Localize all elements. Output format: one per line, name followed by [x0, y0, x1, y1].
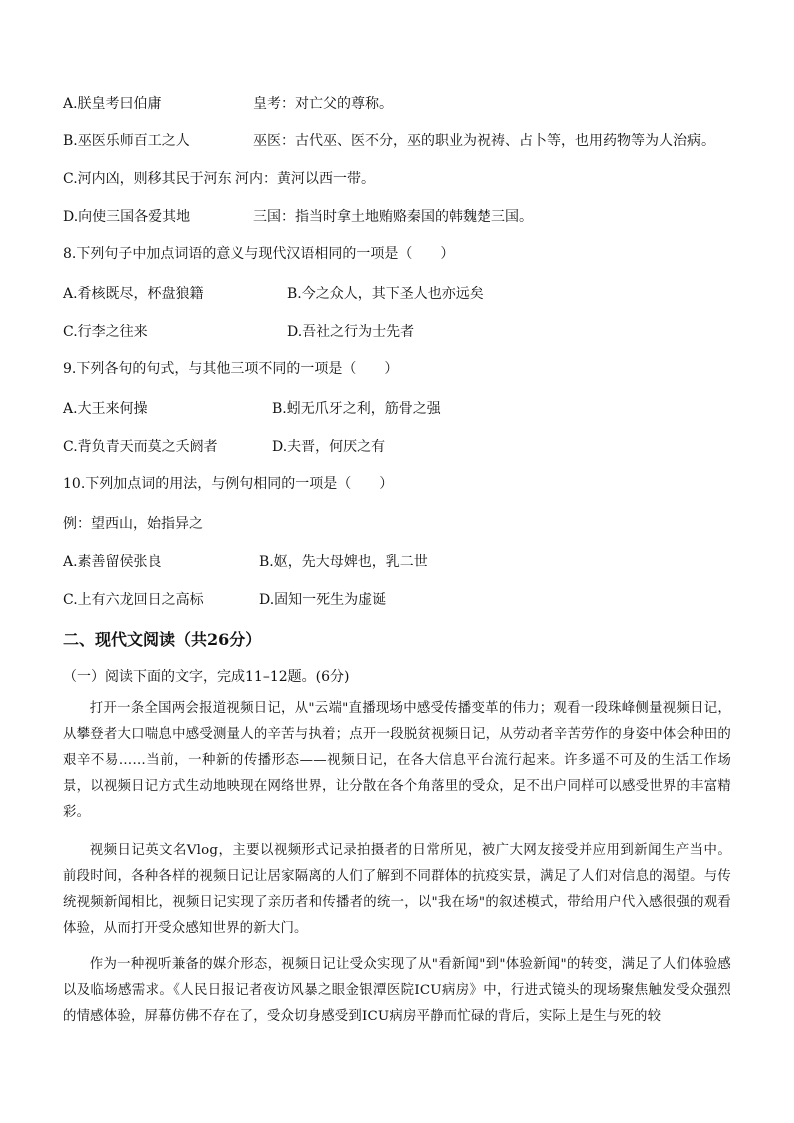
q7-option-c-note: 河内：黄河以西一带。 — [235, 171, 375, 187]
passage-paragraph-2: 视频日记英文名Vlog，主要以视频形式记录拍摄者的日常所见，被广大网友接受并应用到新闻生产当中。前段时间，各种各样的视频日记让居家隔离的人们了解到不同群体的抗疫实景，满足了人们对信息的渴望。与传统视频新闻相比，视频日记实现了亲历者和传播者的统一，以"我在场"的叙述模式，带给用户代入感很强的观看体验，从而打开受众感知世界的新大门。 — [63, 843, 731, 936]
q9-option-d: D.夫晋，何厌之有 — [272, 439, 386, 455]
passage-paragraph-1: 打开一条全国两会报道视频日记，从"云端"直播现场中感受传播变革的伟力；观看一段珠峰侧量视频日记，从攀登者大口喘息中感受测量人的辛苦与执着；点开一段脱贫视频日记，从劳动者辛苦劳作的身姿中体会种田的艰辛不易……当前，一种新的传播形态——视频日记，在各大信息平台流行起来。许多遥不可及的生活工作场景，以视频日记方式生动地映现在网络世界，让分散在各个角落里的受众，足不出户同样可以感受世界的丰富精彩。 — [63, 701, 731, 820]
q7-option-b: B.巫医乐师百工之人 — [63, 133, 190, 149]
q10-option-a: A.素善留侯张良 — [63, 554, 162, 570]
q10-example: 例：望西山，始指异之 — [63, 516, 203, 532]
q9-option-b: B.蚓无爪牙之利，筋骨之强 — [272, 401, 441, 417]
q8-option-c: C.行李之往来 — [63, 324, 148, 340]
q9-option-a: A.大王来何操 — [63, 401, 148, 417]
q7-option-a-note: 皇考：对亡父的尊称。 — [253, 96, 393, 112]
q10-option-c: C.上有六龙回日之高标 — [63, 592, 204, 608]
q8-option-a: A.肴核既尽，杯盘狼籍 — [63, 286, 204, 302]
q10-option-d: D.固知一死生为虚诞 — [259, 592, 387, 608]
q9-stem: 9.下列各句的句式，与其他三项不同的一项是（ ） — [63, 361, 399, 377]
q8-option-d: D.吾社之行为士先者 — [287, 324, 415, 340]
q7-option-c: C.河内凶，则移其民于河东 — [63, 171, 232, 187]
q8-option-b: B.今之众人，其下圣人也亦远矣 — [287, 286, 484, 302]
q10-stem: 10.下列加点词的用法，与例句相同的一项是（ ） — [63, 476, 394, 492]
q9-option-c: C.背负青天而莫之夭阏者 — [63, 439, 218, 455]
subsection-instruction: （一）阅读下面的文字，完成11–12题。(6分) — [63, 669, 350, 685]
q8-stem: 8.下列句子中加点词语的意义与现代汉语相同的一项是（ ） — [63, 246, 455, 262]
q7-option-a: A.朕皇考曰伯庸 — [63, 96, 162, 112]
passage-paragraph-3: 作为一种视听兼备的媒介形态，视频日记让受众实现了从"看新闻"到"体验新闻"的转变，满足了人们体验感以及临场感需求。《人民日报记者夜访风暴之眼金银潭医院ICU病房》中，行进式镜头的现场聚焦触发受众强烈的情感体验，屏幕仿佛不存在了，受众切身感受到ICU病房平静而忙碌的背后，实际上是生与死的较 — [63, 957, 731, 1024]
q7-option-d-note: 三国：指当时拿土地贿赂秦国的韩魏楚三国。 — [253, 209, 533, 225]
q7-option-b-note: 巫医：古代巫、医不分，巫的职业为祝祷、占卜等，也用药物等为人治病。 — [253, 133, 715, 149]
section-heading: 二、现代文阅读（共26分） — [63, 630, 262, 649]
q10-option-b: B.妪，先大母婢也，乳二世 — [259, 554, 428, 570]
q7-option-d: D.向使三国各爱其地 — [63, 209, 191, 225]
